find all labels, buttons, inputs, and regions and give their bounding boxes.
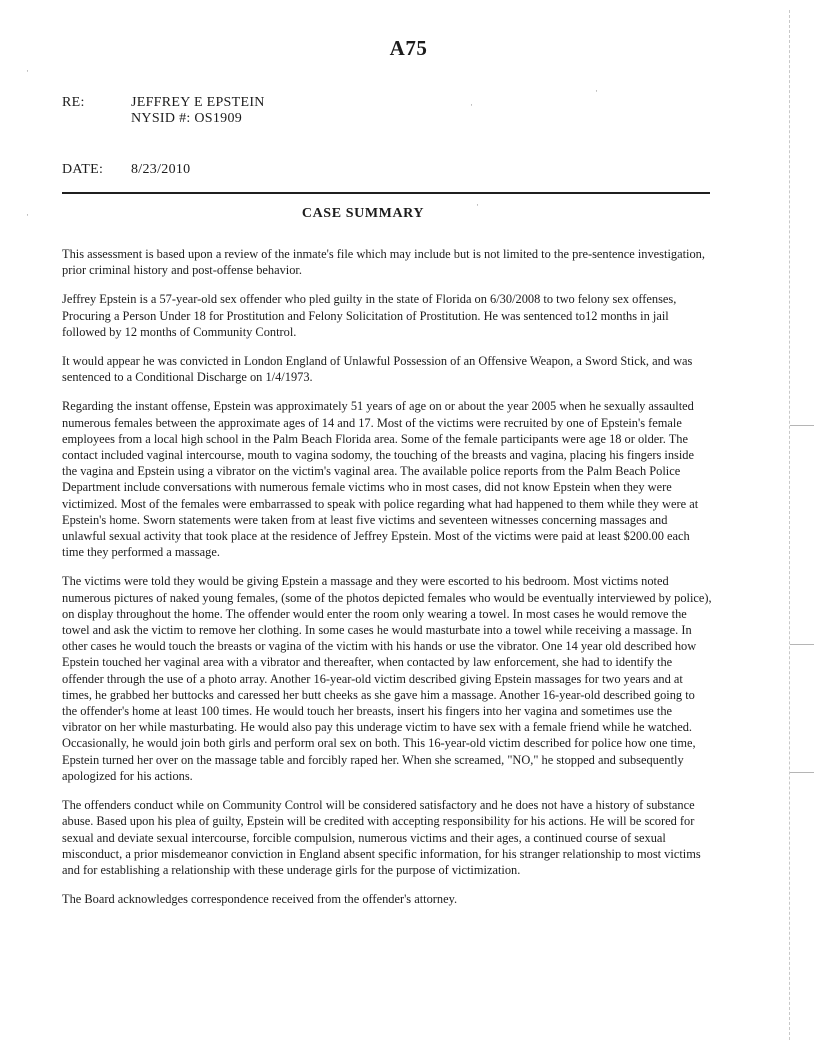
date-value: 8/23/2010: [131, 162, 191, 177]
scan-edge-mark: [790, 772, 814, 773]
scan-edge-line: [789, 10, 790, 1040]
page-number: A75: [389, 36, 428, 60]
scan-speck: ·: [595, 86, 598, 96]
paragraph-conviction: Jeffrey Epstein is a 57-year-old sex offender who pled guilty in the state of Florida on 6/30/2008 to two felony sex offenses, Procuring a Person Under 18 for Prostitution and Felony Solicitation of Prostitution. He was sentenced to12 months in jail followed by 12 months of Community Control.: [62, 292, 677, 339]
scan-speck: ·: [476, 200, 479, 210]
date-label: DATE:: [62, 162, 104, 177]
paragraph-board-acknowledgment: The Board acknowledges correspondence received from the offender's attorney.: [62, 892, 458, 907]
header-divider: [62, 192, 710, 194]
scan-speck: ·: [26, 66, 29, 76]
section-title: CASE SUMMARY: [301, 206, 425, 221]
case-summary-body: [62, 246, 712, 920]
paragraph-prior-conviction: It would appear he was convicted in London England of Unlawful Possession of an Offensive Weapon, a Sword Stick, and was sentenced to a Conditional Discharge on 1/4/1973.: [62, 354, 693, 385]
scan-speck: ·: [26, 210, 29, 220]
scan-edge-mark: [790, 644, 814, 645]
nysid-number: NYSID #: OS1909: [131, 111, 243, 126]
paragraph-scoring: The offenders conduct while on Community Control will be considered satisfactory and he does not have a history of substance abuse. Based upon his plea of guilty, Epstein will be credited with accepting responsibility for his actions. He will be scored for sexual and deviate sexual intercourse, forcible compulsion, numerous victims and their ages, a continued course of sexual misconduct, a prior misdemeanor conviction in England absent specific information, for his stranger relationship to most victims and for establishing a relationship with these underage girls for the purpose of victimization.: [62, 798, 701, 877]
paragraph-instant-offense: Regarding the instant offense, Epstein was approximately 51 years of age on or about the year 2005 when he sexually assaulted numerous females between the approximate ages of 14 and 17. Most of the victims were recruited by one of Epstein's female employees from a local high school in the Palm Beach Florida area. Some of the female participants were age 18 or older. The contact included vaginal intercourse, mouth to vagina sodomy, the touching of the breasts and vagina, placing his fingers inside the vagina and Epstein using a vibrator on the victim's vaginal area. The available police reports from the Palm Beach Police Department include conversations with numerous female victims who in most cases, did not know Epstein when they were victimized. Most of the females were embarrassed to speak with police regarding what had happened to them while they were at Epstein's home. Sworn statements were taken from at least five victims and seventeen witnesses concerning massages and unlawful sexual activity that took place at the residence of Jeffrey Epstein. Most of the victims were paid at least $200.00 each time they performed a massage.: [62, 399, 699, 560]
paragraph-assessment-basis: This assessment is based upon a review of the inmate's file which may include but is not limited to the pre-sentence investigation, prior criminal history and post-offense behavior.: [62, 247, 705, 278]
scan-edge-mark: [790, 425, 814, 426]
offender-name: JEFFREY E EPSTEIN: [131, 95, 265, 110]
scan-speck: ·: [470, 100, 473, 110]
re-label: RE:: [62, 95, 85, 110]
paragraph-victim-accounts: The victims were told they would be giving Epstein a massage and they were escorted to his bedroom. Most victims noted numerous pictures of naked young females, (some of the photos depicted females who would be eventually interviewed by police), on display throughout the home. The offender would enter the room only wearing a towel. In most cases he would remove the towel and ask the victim to remove her clothing. In some cases he would masturbate into a towel while receiving a massage. In other cases he would touch the breasts or vagina of the victim with his hands or use the vibrator. One 14 year old described how Epstein touched her vaginal area with a vibrator and thereafter, when contacted by law enforcement, she had to identify the offender through the use of a photo array. Another 16-year-old victim described giving Epstein massages for two years and at times, he grabbed her buttocks and caressed her butt cheeks as she gave him a massage. Another 16-year-old described going to the offender's home at least 100 times. He would touch her breasts, insert his fingers into her vagina and sometimes use the vibrator on her while masturbating. He would also pay this underage victim to have sex with a female friend while he watched. Occasionally, he would join both girls and perform oral sex on both. This 16-year-old victim described for police how one time, Epstein turned her over on the massage table and forcibly raped her. When she screamed, "NO," he stopped and subsequently apologized for his actions.: [62, 574, 712, 783]
